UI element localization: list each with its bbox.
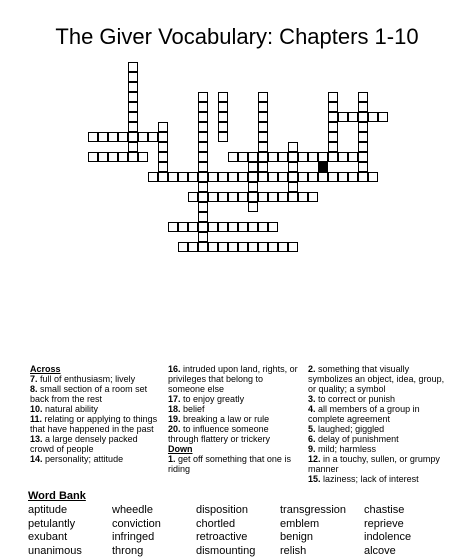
- grid-cell[interactable]: [258, 122, 268, 132]
- grid-cell[interactable]: [98, 132, 108, 142]
- grid-cell[interactable]: [358, 112, 368, 122]
- grid-cell[interactable]: [108, 152, 118, 162]
- grid-cell[interactable]: [328, 92, 338, 102]
- word-bank-word: benign: [280, 531, 364, 545]
- grid-cell[interactable]: [128, 142, 138, 152]
- grid-cell[interactable]: [178, 172, 188, 182]
- grid-cell[interactable]: [258, 102, 268, 112]
- down-clue: 3. to correct or punish: [308, 394, 448, 404]
- down-heading: Down: [168, 444, 300, 454]
- grid-cell[interactable]: [358, 102, 368, 112]
- grid-cell[interactable]: [338, 172, 348, 182]
- word-bank-row: [28, 531, 448, 545]
- grid-cell[interactable]: [248, 182, 258, 192]
- grid-cell[interactable]: [238, 242, 248, 252]
- grid-cell[interactable]: [348, 172, 358, 182]
- word-bank-word: alcove: [364, 545, 448, 558]
- grid-cell[interactable]: [208, 172, 218, 182]
- grid-cell[interactable]: [288, 192, 298, 202]
- across-clue: 19. breaking a law or rule: [168, 414, 300, 424]
- grid-cell[interactable]: [198, 112, 208, 122]
- grid-cell[interactable]: [328, 122, 338, 132]
- grid-cell[interactable]: [218, 222, 228, 232]
- across-clue: 11. relating or applying to things that have happened in the past: [30, 414, 158, 434]
- grid-cell[interactable]: [318, 172, 328, 182]
- grid-cell[interactable]: [198, 222, 208, 232]
- across-clue: 7. full of enthusiasm; lively: [30, 374, 158, 384]
- grid-cell[interactable]: [328, 102, 338, 112]
- grid-cell[interactable]: [238, 222, 248, 232]
- grid-cell[interactable]: [278, 192, 288, 202]
- grid-cell[interactable]: [258, 152, 268, 162]
- grid-cell[interactable]: [158, 122, 168, 132]
- grid-cell[interactable]: [228, 242, 238, 252]
- grid-cell[interactable]: [228, 172, 238, 182]
- grid-cell[interactable]: [158, 142, 168, 152]
- grid-cell[interactable]: [308, 192, 318, 202]
- grid-cell[interactable]: [288, 182, 298, 192]
- word-bank-word: disposition: [196, 504, 280, 518]
- down-clue: 5. laughed; giggled: [308, 424, 448, 434]
- grid-cell[interactable]: [228, 222, 238, 232]
- grid-cell[interactable]: [258, 242, 268, 252]
- across-clue: 14. personality; attitude: [30, 454, 158, 464]
- grid-cell[interactable]: [218, 192, 228, 202]
- down-clue: 4. all members of a group in complete agreement: [308, 404, 448, 424]
- grid-cell[interactable]: [208, 222, 218, 232]
- grid-cell[interactable]: [328, 112, 338, 122]
- grid-cell[interactable]: [358, 122, 368, 132]
- clues-column-3: [308, 364, 448, 484]
- grid-cell[interactable]: [288, 152, 298, 162]
- grid-cell[interactable]: [158, 172, 168, 182]
- word-bank-word: indolence: [364, 531, 448, 545]
- grid-cell[interactable]: [238, 192, 248, 202]
- grid-cell[interactable]: [358, 162, 368, 172]
- clues-column-1: [30, 364, 158, 464]
- grid-cell[interactable]: [218, 112, 228, 122]
- grid-cell[interactable]: [298, 172, 308, 182]
- grid-cell[interactable]: [208, 242, 218, 252]
- word-bank-word: emblem: [280, 518, 364, 532]
- grid-cell[interactable]: [338, 152, 348, 162]
- grid-cell[interactable]: [108, 132, 118, 142]
- word-bank-word: infringed: [112, 531, 196, 545]
- grid-cell[interactable]: [338, 112, 348, 122]
- grid-cell[interactable]: [258, 142, 268, 152]
- grid-cell[interactable]: [118, 152, 128, 162]
- grid-cell[interactable]: [158, 132, 168, 142]
- grid-cell[interactable]: [378, 112, 388, 122]
- grid-cell[interactable]: [138, 152, 148, 162]
- across-clue: 18. belief: [168, 404, 300, 414]
- grid-cell[interactable]: [248, 162, 258, 172]
- word-bank-title: Word Bank: [28, 490, 86, 502]
- grid-cell[interactable]: [278, 152, 288, 162]
- grid-cell[interactable]: [248, 172, 258, 182]
- grid-cell[interactable]: [128, 112, 138, 122]
- grid-cell[interactable]: [348, 112, 358, 122]
- down-clue: 9. mild; harmless: [308, 444, 448, 454]
- grid-cell[interactable]: [138, 132, 148, 142]
- grid-cell[interactable]: [198, 102, 208, 112]
- grid-cell[interactable]: [218, 172, 228, 182]
- grid-cell[interactable]: [268, 242, 278, 252]
- grid-cell[interactable]: [288, 162, 298, 172]
- grid-cell[interactable]: [128, 132, 138, 142]
- grid-cell[interactable]: [278, 172, 288, 182]
- grid-cell[interactable]: [188, 222, 198, 232]
- grid-cell[interactable]: [128, 92, 138, 102]
- grid-cell[interactable]: [298, 152, 308, 162]
- grid-cell[interactable]: [198, 142, 208, 152]
- grid-cell[interactable]: [148, 172, 158, 182]
- grid-cell[interactable]: [218, 122, 228, 132]
- grid-cell[interactable]: [198, 192, 208, 202]
- grid-cell[interactable]: [178, 222, 188, 232]
- grid-cell[interactable]: [228, 152, 238, 162]
- grid-cell[interactable]: [198, 202, 208, 212]
- grid-cell[interactable]: [348, 152, 358, 162]
- grid-cell[interactable]: [258, 92, 268, 102]
- word-bank-word: relish: [280, 545, 364, 558]
- grid-cell[interactable]: [198, 132, 208, 142]
- grid-cell[interactable]: [198, 172, 208, 182]
- word-bank-row: [28, 504, 448, 518]
- grid-cell[interactable]: [358, 132, 368, 142]
- grid-cell[interactable]: [358, 152, 368, 162]
- word-bank-word: petulantly: [28, 518, 112, 532]
- grid-cell[interactable]: [368, 112, 378, 122]
- grid-cell[interactable]: [308, 152, 318, 162]
- grid-cell[interactable]: [258, 162, 268, 172]
- grid-cell[interactable]: [258, 172, 268, 182]
- grid-cell[interactable]: [268, 152, 278, 162]
- word-bank-word: aptitude: [28, 504, 112, 518]
- grid-cell[interactable]: [228, 192, 238, 202]
- grid-cell[interactable]: [158, 162, 168, 172]
- grid-cell[interactable]: [98, 152, 108, 162]
- word-bank-word: chortled: [196, 518, 280, 532]
- grid-cell[interactable]: [128, 82, 138, 92]
- grid-cell[interactable]: [198, 122, 208, 132]
- grid-cell[interactable]: [258, 112, 268, 122]
- word-bank: [28, 504, 448, 558]
- word-bank-row: [28, 545, 448, 558]
- grid-cell[interactable]: [248, 222, 258, 232]
- grid-cell[interactable]: [198, 212, 208, 222]
- grid-cell[interactable]: [318, 152, 328, 162]
- grid-cell[interactable]: [258, 192, 268, 202]
- down-clue: 15. laziness; lack of interest: [308, 474, 448, 484]
- grid-cell[interactable]: [198, 182, 208, 192]
- across-clue: 20. to influence someone through flattery or trickery: [168, 424, 300, 444]
- grid-cell[interactable]: [238, 152, 248, 162]
- down-clue: 6. delay of punishment: [308, 434, 448, 444]
- grid-cell[interactable]: [128, 72, 138, 82]
- down-clue: 1. get off something that one is riding: [168, 454, 300, 474]
- word-bank-word: unanimous: [28, 545, 112, 558]
- word-bank-word: exubant: [28, 531, 112, 545]
- grid-cell[interactable]: [198, 162, 208, 172]
- grid-cell[interactable]: [168, 172, 178, 182]
- word-bank-word: chastise: [364, 504, 448, 518]
- grid-cell[interactable]: [328, 132, 338, 142]
- grid-cell[interactable]: [238, 172, 248, 182]
- clues-column-2: [168, 364, 300, 474]
- grid-cell[interactable]: [198, 242, 208, 252]
- down-clue: 2. something that visually symbolizes an object, idea, group, or quality; a symbol: [308, 364, 448, 394]
- grid-cell[interactable]: [128, 152, 138, 162]
- grid-cell[interactable]: [158, 152, 168, 162]
- grid-cell[interactable]: [128, 122, 138, 132]
- across-heading: Across: [30, 364, 158, 374]
- grid-cell[interactable]: [248, 202, 258, 212]
- word-bank-word: wheedle: [112, 504, 196, 518]
- grid-cell[interactable]: [188, 172, 198, 182]
- grid-cell[interactable]: [268, 192, 278, 202]
- grid-cell[interactable]: [368, 172, 378, 182]
- grid-cell[interactable]: [258, 222, 268, 232]
- grid-cell[interactable]: [218, 92, 228, 102]
- grid-cell[interactable]: [218, 242, 228, 252]
- grid-cell[interactable]: [88, 152, 98, 162]
- grid-cell[interactable]: [358, 142, 368, 152]
- grid-cell[interactable]: [128, 102, 138, 112]
- grid-cell[interactable]: [248, 152, 258, 162]
- grid-cell[interactable]: [198, 232, 208, 242]
- grid-cell[interactable]: [128, 62, 138, 72]
- across-clue: 8. small section of a room set back from the rest: [30, 384, 158, 404]
- puzzle-title: The Giver Vocabulary: Chapters 1-10: [0, 24, 474, 50]
- across-clue: 17. to enjoy greatly: [168, 394, 300, 404]
- grid-cell[interactable]: [218, 102, 228, 112]
- word-bank-word: retroactive: [196, 531, 280, 545]
- word-bank-word: reprieve: [364, 518, 448, 532]
- grid-cell[interactable]: [358, 172, 368, 182]
- grid-cell[interactable]: [148, 132, 158, 142]
- grid-cell[interactable]: [288, 142, 298, 152]
- across-clue: 10. natural ability: [30, 404, 158, 414]
- grid-cell[interactable]: [288, 242, 298, 252]
- blocked-cell: [318, 162, 328, 172]
- across-clue: 13. a large densely packed crowd of people: [30, 434, 158, 454]
- grid-cell[interactable]: [188, 242, 198, 252]
- grid-cell[interactable]: [268, 172, 278, 182]
- grid-cell[interactable]: [328, 152, 338, 162]
- grid-cell[interactable]: [268, 222, 278, 232]
- word-bank-row: [28, 518, 448, 532]
- grid-cell[interactable]: [358, 92, 368, 102]
- word-bank-word: conviction: [112, 518, 196, 532]
- grid-cell[interactable]: [278, 242, 288, 252]
- grid-cell[interactable]: [88, 132, 98, 142]
- grid-cell[interactable]: [198, 92, 208, 102]
- grid-cell[interactable]: [298, 192, 308, 202]
- grid-cell[interactable]: [218, 132, 228, 142]
- grid-cell[interactable]: [258, 132, 268, 142]
- grid-cell[interactable]: [208, 192, 218, 202]
- grid-cell[interactable]: [188, 192, 198, 202]
- grid-cell[interactable]: [178, 242, 188, 252]
- grid-cell[interactable]: [198, 152, 208, 162]
- grid-cell[interactable]: [308, 172, 318, 182]
- down-clue: 12. in a touchy, sullen, or grumpy manner: [308, 454, 448, 474]
- grid-cell[interactable]: [328, 142, 338, 152]
- word-bank-word: dismounting: [196, 545, 280, 558]
- grid-cell[interactable]: [288, 172, 298, 182]
- word-bank-word: transgression: [280, 504, 364, 518]
- across-clue: 16. intruded upon land, rights, or privileges that belong to someone else: [168, 364, 300, 394]
- grid-cell[interactable]: [248, 192, 258, 202]
- grid-cell[interactable]: [248, 242, 258, 252]
- word-bank-word: throng: [112, 545, 196, 558]
- grid-cell[interactable]: [118, 132, 128, 142]
- grid-cell[interactable]: [168, 222, 178, 232]
- grid-cell[interactable]: [328, 172, 338, 182]
